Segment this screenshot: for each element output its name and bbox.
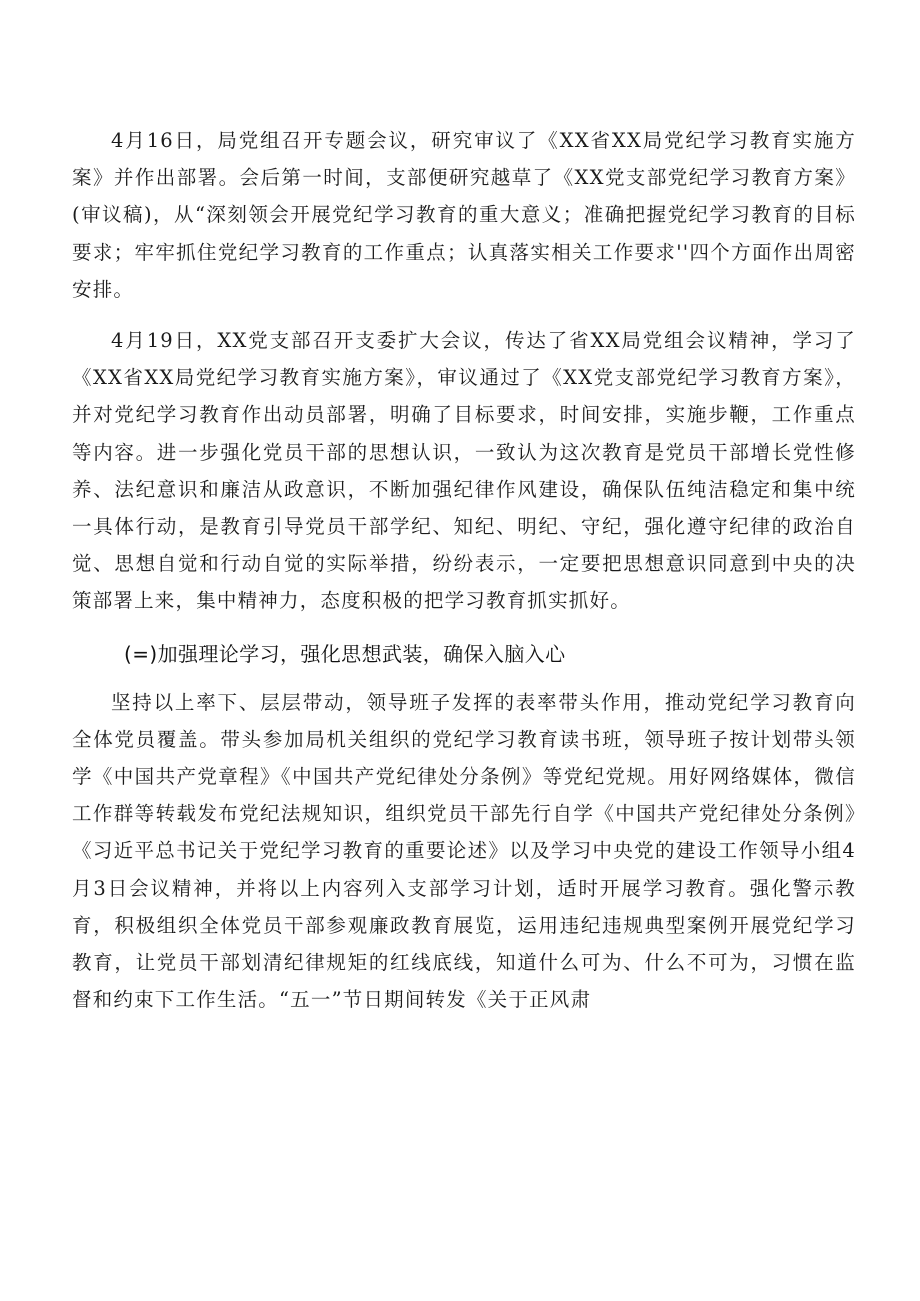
paragraph-theory-study: 坚持以上率下、层层带动，领导班子发挥的表率带头作用，推动党纪学习教育向全体党员覆盖。带头参加局机关组织的党纪学习教育读书班，领导班子按计划带头领学《中国共产党章程》《中国共产党纪律处分条例》等党纪党规。用好网络媒体，微信工作群等转载发布党纪法规知识，组织党员干部先行自学《中国共产党纪律处分条例》《习近平总书记关于党纪学习教育的重要论述》以及学习中央党的建设工作领导小组4月3日会议精神，并将以上内容列入支部学习计划，适时开展学习教育。强化警示教育，积极组织全体党员干部参观廉政教育展览，运用违纪违规典型案例开展党纪学习教育，让党员干部划清纪律规矩的红线底线，知道什么可为、什么不可为，习惯在监督和约束下工作生活。“五一”节日期间转发《关于正风肃 — [72, 690, 856, 1012]
section-heading: (=)加强理论学习，强化思想武装，确保入脑入心 — [124, 641, 566, 666]
paragraph-april-16: 4月16日，局党组召开专题会议，研究审议了《XX省XX局党纪学习教育实施方案》并作出部署。会后第一时间，支部便研究越草了《XX党支部党纪学习教育方案》(审议稿)，从“深刻领会开展党纪学习教育的重大意义；准确把握党纪学习教育的目标要求；牢牢抓住党纪学习教育的工作重点；认真落实相关工作要求''四个方面作出周密安排。 — [72, 129, 856, 301]
paragraph-april-19: 4月19日，XX党支部召开支委扩大会议，传达了省XX局党组会议精神，学习了《XX省XX局党纪学习教育实施方案》，审议通过了《XX党支部党纪学习教育方案》，并对党纪学习教育作出动员部署，明确了目标要求，时间安排，实施步鞭，工作重点等内容。进一步强化党员干部的思想认识，一致认为这次教育是党员干部增长党性修养、法纪意识和廉洁从政意识，不断加强纪律作风建设，确保队伍纯洁稳定和集中统一具体行动，是教育引导党员干部学纪、知纪、明纪、守纪，强化遵守纪律的政治自觉、思想自觉和行动自觉的实际举措，纷纷表示，一定要把思想意识同意到中央的决策部署上来，集中精神力，态度积极的把学习教育抓实抓好。 — [72, 329, 856, 613]
document-body — [72, 122, 856, 1018]
